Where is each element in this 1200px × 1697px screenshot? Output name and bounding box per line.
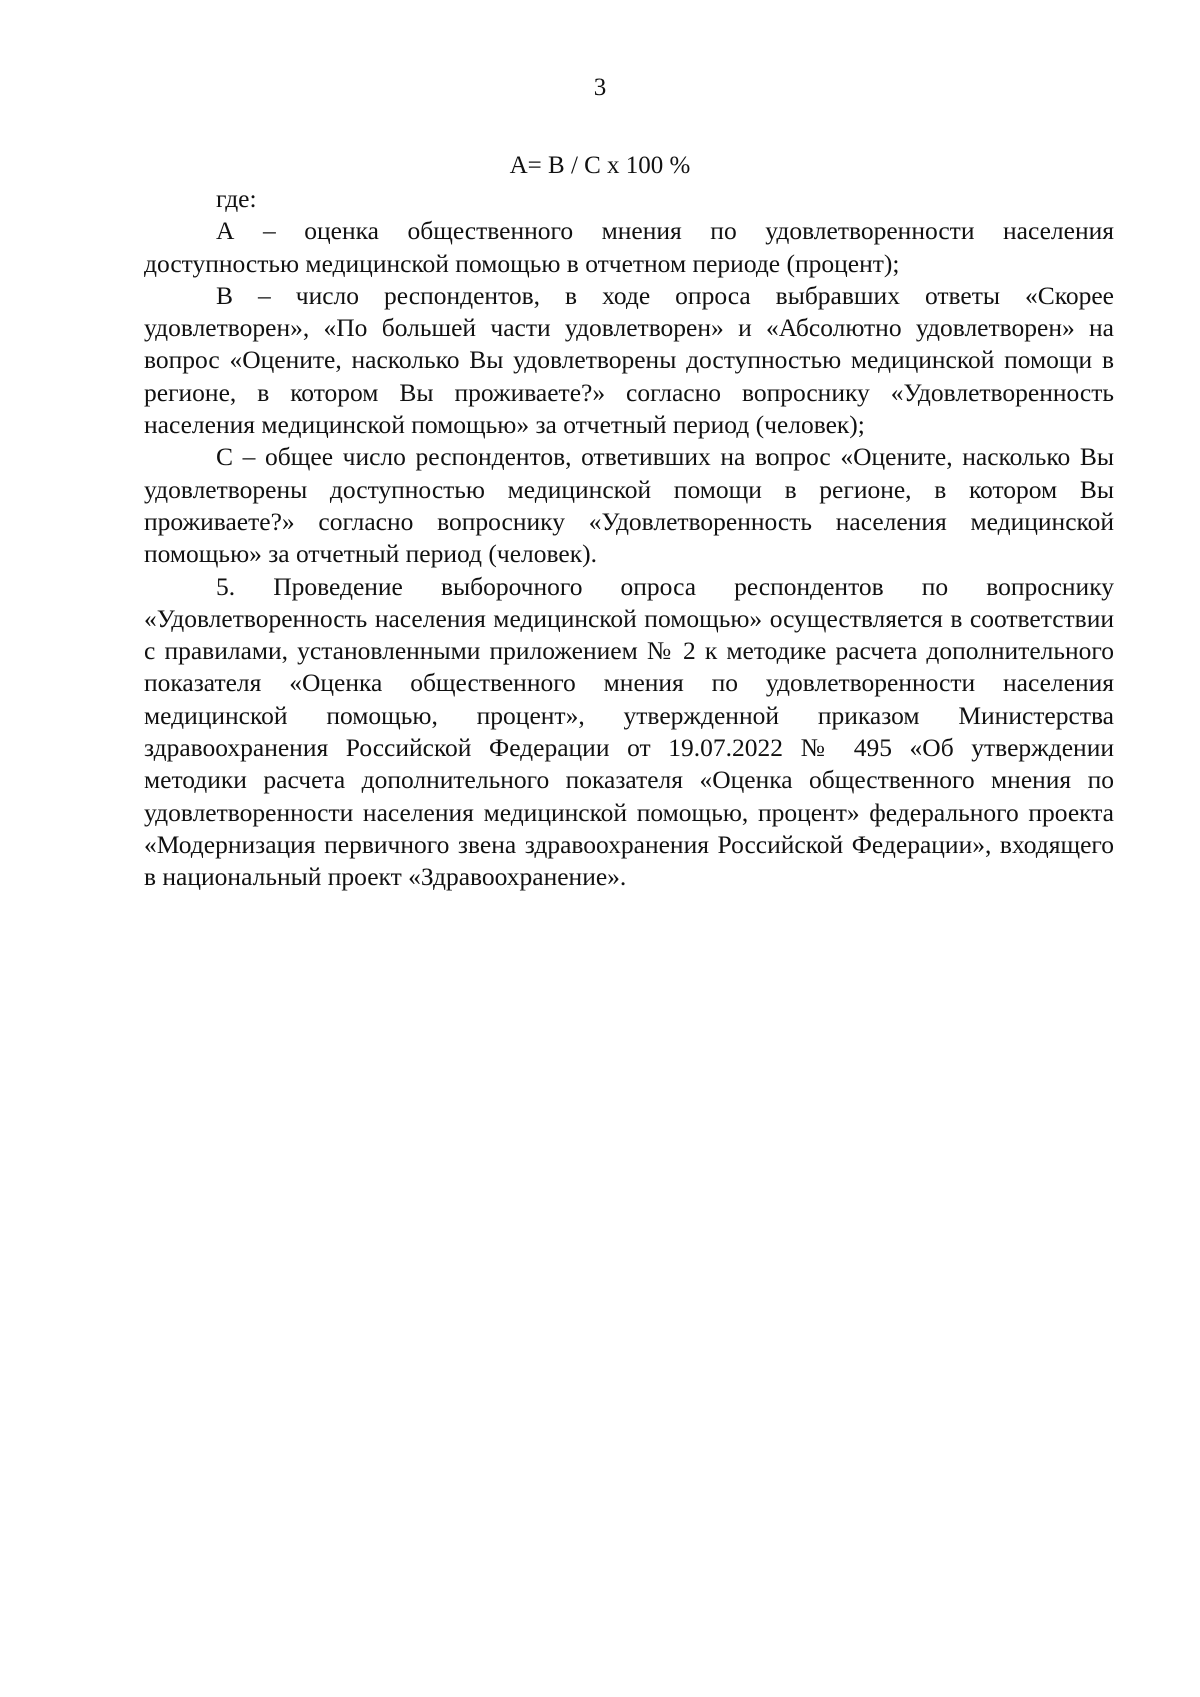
definition-c: С – общее число респондентов, ответивших на вопрос «Оцените, насколько Вы удовлетворены доступностью медицинской помощи в регионе, в котором Вы проживаете?» согласно вопроснику «Удовлетворенность населения медицинской помощью» за отчетный период (человек). [144, 442, 1114, 569]
paragraph-5: 5. Проведение выборочного опроса респондентов по вопроснику «Удовлетворенность населения медицинской помощью» осуществляется в соответствии с правилами, установленными приложением № 2 к методике расчета дополнительного показателя «Оценка общественного мнения по удовлетворенности населения медицинской помощью, процент», утвержденной приказом Министерства здравоохранения Российской Федерации от 19.07.2022 № 495 «Об утверждении методики расчета дополнительного показателя «Оценка общественного мнения по удовлетворенности населения медицинской помощью, процент» федерального проекта «Модернизация первичного звена здравоохранения Российской Федерации», входящего в национальный проект «Здравоохранение». [144, 571, 1114, 892]
where-label: где: [216, 184, 257, 213]
document-body [144, 183, 1114, 894]
definition-b: В – число респондентов, в ходе опроса выбравших ответы «Скорее удовлетворен», «По большей части удовлетворен» и «Абсолютно удовлетворен» на вопрос «Оцените, насколько Вы удовлетворены доступностью медицинской помощи в регионе, в котором Вы проживаете?» согласно вопроснику «Удовлетворенность населения медицинской помощью» за отчетный период (человек); [144, 280, 1114, 440]
page-number: 3 [593, 74, 607, 101]
formula: A= B / C х 100 % [509, 152, 691, 179]
definition-a: А – оценка общественного мнения по удовлетворенности населения доступностью медицинской помощью в отчетном периоде (процент); [144, 216, 1114, 278]
